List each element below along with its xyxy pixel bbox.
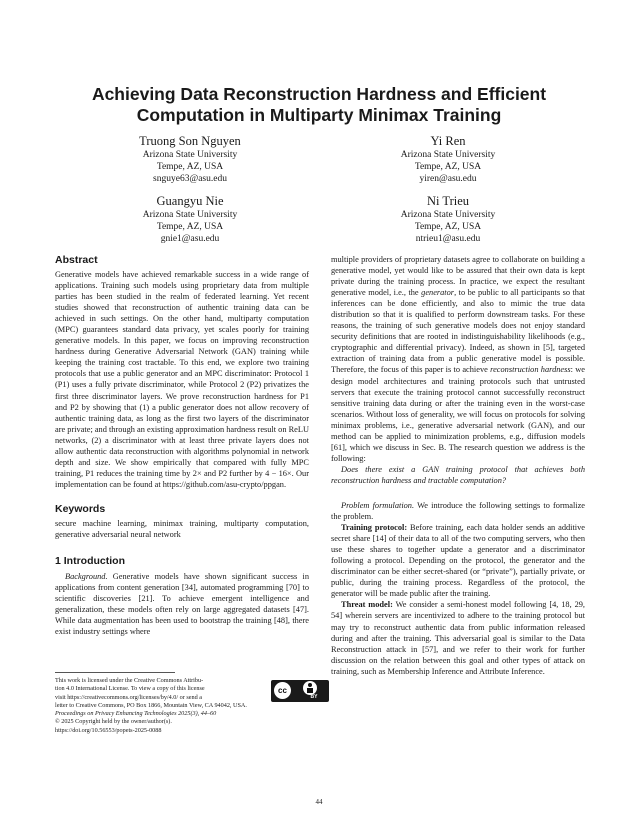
person-icon xyxy=(303,681,317,695)
license-line: letter to Creative Commons, PO Box 1866, Mountain View, CA 94042, USA. xyxy=(55,701,247,709)
author-block-1 xyxy=(90,134,290,186)
abstract-text: Generative models have achieved remarkable success in a wide range of applications. Training such models using proprietary data from multiple parties has been studied in the realm of federated learning. Yet recent studies showed that reconstruction of authentic training data can be achieved in such settings. On the other hand, multiparty computation (MPC) guarantees standard data privacy, yet scales poorly for training generative models. In this paper, we focus on improving reconstruction hardness during Generative Adversarial Network (GAN) training while keeping the training cost tractable. To this end, we explore two training protocols that use a public generator and an MPC discriminator: Protocol 1 (P1) uses a fully private discriminator, while Protocol 2 (P2) privatizes the first three discriminator layers. We prove reconstruction hardness for P1 and P2 by showing that (1) a public generator does not allow recovery of authentic training data, as long as the first two layers of the discriminator are private; and through an existing approximation hardness result on ReLU networks, (2) a discriminator with at least three private layers does not allow authentic data reconstruction with algorithms polynomial in network depth and size. We show empirically that compared with fully MPC training, P1 reduces the training time by 2× and P2 further by 4 − 16×. Our implementation can be found at https://github.com/asu-crypto/ppgan. xyxy=(55,270,309,489)
motivation-paragraph xyxy=(331,254,585,464)
abstract-heading: Abstract xyxy=(55,254,98,266)
author-affiliation: Arizona State University xyxy=(400,210,496,220)
doi-link[interactable]: https://doi.org/10.56553/popets-2025-0088 xyxy=(55,726,162,734)
by-label: BY xyxy=(310,694,318,700)
author-email: yiren@asu.edu xyxy=(419,174,477,185)
training-protocol-text: Before training, each data holder sends an additive secret share [14] of their data to all of the two computing servers, who then use these shares to together update a generator and a discriminator following a protocol. Depending on the protocol, the generator and the discriminator can be either secret-shared (or “private”), partially private, or public, during the training process. Regardless of the protocol, the generator will be made public after the training. xyxy=(331,523,585,599)
author-location: Tempe, AZ, USA xyxy=(414,162,482,173)
license-line: tion 4.0 International License. To view a copy of this license xyxy=(55,685,205,693)
author-name: Ni Trieu xyxy=(426,194,470,208)
author-location: Tempe, AZ, USA xyxy=(156,222,224,233)
author-affiliation: Arizona State University xyxy=(142,150,238,160)
author-affiliation: Arizona State University xyxy=(142,210,238,220)
problem-formulation-label: Problem formulation. xyxy=(341,500,415,510)
research-question: Does there exist a GAN training protocol that achieves both reconstruction hardness and tractable computation? xyxy=(331,464,585,485)
keywords-text: secure machine learning, minimax training, multiparty computation, generative adversarial neural network xyxy=(55,518,309,539)
author-block-4 xyxy=(348,194,548,246)
author-name: Guangyu Nie xyxy=(156,194,224,208)
title-line-1: Achieving Data Reconstruction Hardness and Efficient xyxy=(91,84,547,104)
author-email: gnie1@asu.edu xyxy=(160,234,220,245)
training-protocol-paragraph xyxy=(331,522,585,599)
author-email: snguye63@asu.edu xyxy=(153,174,227,185)
page-number: 44 xyxy=(315,798,323,806)
proceedings-line: Proceedings on Privacy Enhancing Technologies 2025(3), 44–60 xyxy=(55,710,217,718)
problem-formulation-paragraph xyxy=(331,500,585,522)
threat-model-label: Threat model: xyxy=(341,600,393,610)
author-affiliation: Arizona State University xyxy=(400,150,496,160)
footnote-body xyxy=(55,677,247,735)
training-protocol-label: Training protocol: xyxy=(341,523,408,533)
threat-model-text: We consider a semi-honest model following [4, 18, 29, 54] wherein servers are incentivized to adhere to the training protocol but may try to reconstruct authentic data from public information released during and after the training. This adversarial goal is similar to the Data Reconstruction attack in [57], and we refer to their work for further discussion on the relation between this goal and other types of attack on training, such as Membership Inference and Attribute Inference. xyxy=(331,600,585,676)
title-line-2: Computation in Multiparty Minimax Training xyxy=(136,105,502,125)
author-name: Truong Son Nguyen xyxy=(139,134,241,148)
cc-logo: cc xyxy=(274,682,291,699)
introduction-paragraph xyxy=(55,571,309,637)
reconstruction-hardness-term: reconstruction hardness xyxy=(490,365,571,375)
introduction-heading: 1 Introduction xyxy=(55,555,125,568)
copyright-line: © 2025 Copyright held by the owner/author(s). xyxy=(55,718,172,726)
author-block-3 xyxy=(90,194,290,246)
creative-commons-by-icon xyxy=(271,680,329,702)
author-email: ntrieu1@asu.edu xyxy=(415,234,481,245)
background-label: Background. xyxy=(65,572,108,582)
threat-model-paragraph xyxy=(331,599,585,676)
motivation-text: : we design model architectures and training protocols such that untrusted servers that execute the training protocol cannot successfully reconstruct sensitive training data during or after the training even in the worst-case scenarios. Without loss of generality, we will focus on protocols for solving minimax problems, i.e., generative adversarial network (GAN), and our method can be applied to minimization problems, e.g., diffusion models [61], which we discuss in Sec. B. The research question we address is the following: xyxy=(331,365,586,463)
author-location: Tempe, AZ, USA xyxy=(414,222,482,233)
motivation-text: multiple providers of proprietary datasets agree to collaborate on building a generative model, yet would like to be assured that their own data is kept private during the training process. In practice, we expect the resultant generative model, i.e., the xyxy=(331,255,585,298)
footnote-rule xyxy=(55,672,175,673)
author-block-2 xyxy=(348,134,548,186)
problem-formulation-text: We introduce the following settings to formalize the problem. xyxy=(331,500,585,522)
license-line: This work is licensed under the Creative Commons Attribu- xyxy=(55,677,204,684)
author-name: Yi Ren xyxy=(430,134,466,148)
keywords-heading: Keywords xyxy=(55,502,106,515)
motivation-text: , to be public to all participants so that inferences can be done efficiently, and also to mimic the true data distribution so that it is qualified to perform downstream tasks. For these reasons, the training of such generative models does not enjoy standard security definitions that are rooted in indistinguishability likelihoods (e.g., cryptographic and differential privacy). Indeed, as shown in [5], targeted extraction of training data from a public generative model is possible. Therefore, the focus of this paper is to achieve xyxy=(331,288,585,375)
generator-term: generator xyxy=(421,288,455,298)
paper-title xyxy=(60,84,578,126)
right-column xyxy=(331,254,585,677)
license-line: visit https://creativecommons.org/licenses/by/4.0/ or send a xyxy=(55,693,202,701)
introduction-text: Generative models have shown significant success in applications from content generation [34], automated programming [70] to scientific discoveries [21]. To achieve emergent intelligence and generalization, these models often rely on large aggregated datasets [47]. While data augmentation has been used to bootstrap the training [48], there exist industry settings where xyxy=(55,572,309,637)
author-location: Tempe, AZ, USA xyxy=(156,162,224,173)
left-column xyxy=(55,254,309,637)
